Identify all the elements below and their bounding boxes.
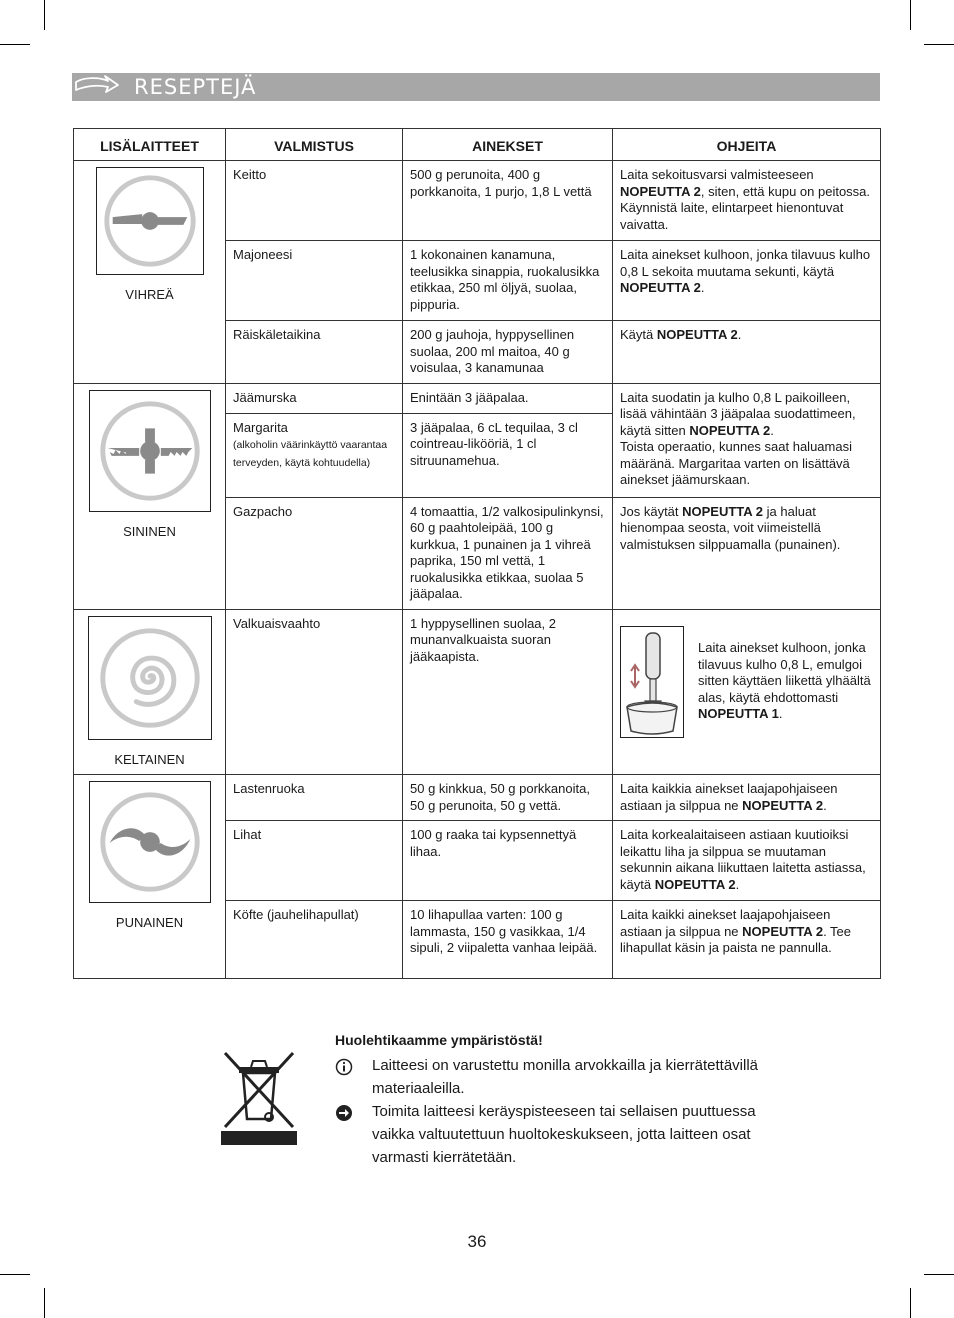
accessory-cell — [74, 161, 226, 384]
ingredients-cell: 1 hyppysellinen suolaa, 2 munanvalkuaista suoran jääkaapista. — [403, 609, 613, 775]
info-icon — [335, 1058, 353, 1076]
dish-cell — [226, 413, 403, 497]
dish-cell: Lastenruoka — [226, 775, 403, 821]
ingredients-cell: 4 tomaattia, 1/2 valkosipulinkynsi, 60 g paahtoleipää, 100 g kurkkua, 1 punainen ja 1 vihreä paprika, 150 ml vettä, 1 ruokalusikka etikkaa, suolaa 5 jääpalaa. — [403, 497, 613, 609]
speed-setting: NOPEUTTA 2 — [620, 280, 701, 295]
instruction-text: Laita sekoitusvarsi valmisteeseen — [620, 167, 814, 182]
red-chopping-blade-icon — [89, 781, 211, 903]
column-header: OHJEITA — [613, 129, 881, 161]
instruction-text: . — [778, 706, 783, 722]
crop-mark — [924, 44, 954, 45]
ingredients-cell: 500 g perunoita, 400 g porkkanoita, 1 purjo, 1,8 L vettä — [403, 161, 613, 241]
instructions-cell — [613, 821, 881, 901]
accessory-cell — [74, 383, 226, 609]
environment-notice — [335, 1029, 795, 1169]
instruction-text: . Tee lihapullat käsin ja paista ne pannulla. — [620, 923, 852, 955]
crop-mark — [910, 0, 911, 30]
instruction-text: Jos käytät — [620, 503, 683, 519]
ingredients-cell: 10 lihapullaa varten: 100 g lammasta, 150 g vasikkaa, 1/4 sipuli, 2 viipaletta vanhaa leipää. — [403, 901, 613, 979]
instruction-text: . — [737, 327, 742, 342]
arrow-icon — [72, 73, 122, 101]
accessory-cell — [74, 609, 226, 775]
environment-item — [335, 1054, 795, 1100]
crop-mark — [44, 1288, 45, 1318]
accessory-label: VIHREÄ — [125, 287, 174, 302]
environment-item — [335, 1100, 795, 1169]
arrow-right-icon — [335, 1104, 353, 1122]
dish-cell: Lihat — [226, 821, 403, 901]
dish-cell: Majoneesi — [226, 241, 403, 321]
ingredients-cell: 100 g raaka tai kypsennettyä lihaa. — [403, 821, 613, 901]
instruction-text: Toista operaatio, kunnes saat haluamasi määränä. Margaritaa varten on lisättävä ainekset jäämurskaan. — [620, 439, 852, 487]
accessory-label: PUNAINEN — [115, 915, 184, 930]
instructions-cell — [613, 161, 881, 241]
ingredients-cell: 3 jääpalaa, 6 cL tequilaa, 3 cl cointreau-likööriä, 1 cl sitruunamehua. — [403, 413, 613, 497]
section-title: RESEPTEJÄ — [134, 75, 257, 99]
instructions-cell — [613, 497, 881, 609]
dish-cell: Köfte (jauhelihapullat) — [226, 901, 403, 979]
crop-mark — [44, 0, 45, 30]
column-header: AINEKSET — [403, 129, 613, 161]
hand-blender-bowl-icon — [620, 626, 684, 738]
ingredients-cell: 1 kokonainen kanamuna, teelusikka sinappia, ruokalusikka etikkaa, 250 ml öljyä, suolaa, pippuria. — [403, 241, 613, 321]
crop-mark — [0, 1274, 30, 1275]
dish-cell: Räiskäletaikina — [226, 321, 403, 384]
accessory-label: SININEN — [123, 523, 176, 539]
dish-cell: Valkuaisvaahto — [226, 609, 403, 775]
instruction-text: ja haluat hienompaa seosta, voit viimeistellä valmistuksen silppuamalla (punainen). — [620, 503, 841, 552]
instruction-text: Laita kaikkia ainekset laajapohjaiseen astiaan ja silppua ne — [620, 781, 838, 813]
page-number: 36 — [467, 1232, 487, 1251]
instructions-cell — [613, 321, 881, 384]
recipe-table — [73, 128, 881, 979]
environment-title: Huolehtikaamme ympäristöstä! — [335, 1032, 543, 1048]
section-header — [72, 73, 880, 101]
yellow-whisk-disc-icon — [88, 616, 212, 740]
dish-name: Margarita — [233, 419, 288, 435]
instruction-text: Laita ainekset kulhoon, jonka tilavuus kulho 0,8 L sekoita muutama sekunti, käytä — [620, 247, 871, 279]
speed-setting: NOPEUTTA 2 — [689, 422, 771, 438]
instruction-text: . — [770, 422, 774, 438]
speed-setting: NOPEUTTA 2 — [656, 327, 738, 342]
instructions-with-image — [620, 626, 873, 738]
dish-note: (alkoholin väärinkäyttö vaarantaa terveyden, käytä kohtuudella) — [233, 439, 388, 469]
instructions-cell — [613, 901, 881, 979]
speed-setting: NOPEUTTA 2 — [620, 183, 701, 199]
instruction-text: Laita korkealaitaiseen astiaan kuutioiksi leikattu liha ja silppua se muutaman sekunnin aikana liikuttaen laitetta astiassa, käytä — [620, 827, 866, 892]
environment-text: Toimita laitteesi keräyspisteeseen tai sellaisen puuttuessa vaikka valtuutettuun huoltokeskukseen, jotta laitteen osat varmasti kierrätetään. — [372, 1103, 756, 1166]
dish-cell: Jäämurska — [226, 383, 403, 413]
table-row — [74, 775, 881, 821]
ingredients-cell: 50 g kinkkua, 50 g porkkanoita, 50 g perunoita, 50 g vettä. — [403, 775, 613, 821]
speed-setting: NOPEUTTA 2 — [654, 876, 736, 892]
column-header: VALMISTUS — [226, 129, 403, 161]
speed-setting: NOPEUTTA 2 — [742, 923, 824, 939]
speed-setting: NOPEUTTA 2 — [742, 797, 824, 813]
dish-cell: Gazpacho — [226, 497, 403, 609]
table-row — [74, 161, 881, 241]
instructions-cell — [613, 609, 881, 775]
instruction-text: Laita kaikki ainekset laajapohjaiseen astiaan ja silppua ne — [620, 907, 831, 939]
table-row — [74, 383, 881, 413]
environment-text: Laitteesi on varustettu monilla arvokkailla ja kierrätettävillä materiaaleilla. — [372, 1057, 759, 1097]
ingredients-cell: 200 g jauhoja, hyppysellinen suolaa, 200 ml maitoa, 40 g voisulaa, 3 kanamunaa — [403, 321, 613, 384]
accessory-cell — [74, 775, 226, 979]
instruction-text: Laita suodatin ja kulho 0,8 L paikoilleen, lisää vähintään 3 jääpalaa suodattimeen, käytä sitten — [620, 389, 856, 438]
instructions-cell — [613, 241, 881, 321]
column-header: LISÄLAITTEET — [74, 129, 226, 161]
dish-cell: Keitto — [226, 161, 403, 241]
instruction-text: , siten, että kupu on peitossa. Käynnistä laite, elintarpeet hienontuvat vaivatta. — [620, 183, 871, 232]
instruction-text: . — [823, 797, 827, 813]
instructions-text — [698, 640, 873, 723]
speed-setting: NOPEUTTA 1 — [698, 706, 779, 722]
crop-mark — [910, 1288, 911, 1318]
instructions-cell — [613, 775, 881, 821]
crop-mark — [0, 44, 30, 45]
table-row — [74, 609, 881, 775]
instruction-text: . — [700, 280, 705, 295]
blue-crush-blade-icon — [89, 390, 211, 512]
speed-setting: NOPEUTTA 2 — [682, 503, 764, 519]
green-blade-disc-icon — [96, 167, 204, 275]
table-header-row — [74, 129, 881, 161]
instruction-text: . — [735, 876, 740, 892]
instruction-text: Käytä — [620, 327, 657, 342]
accessory-label: KELTAINEN — [114, 751, 185, 767]
instructions-cell — [613, 383, 881, 497]
instruction-text: Laita ainekset kulhoon, jonka tilavuus kulho 0,8 L, emulgoi sitten käyttäen liikettä ylhäältä alas, käytä ehdottomasti — [698, 640, 871, 705]
ingredients-cell: Enintään 3 jääpalaa. — [403, 383, 613, 413]
crossed-out-bin-icon — [221, 1049, 297, 1145]
crop-mark — [924, 1274, 954, 1275]
